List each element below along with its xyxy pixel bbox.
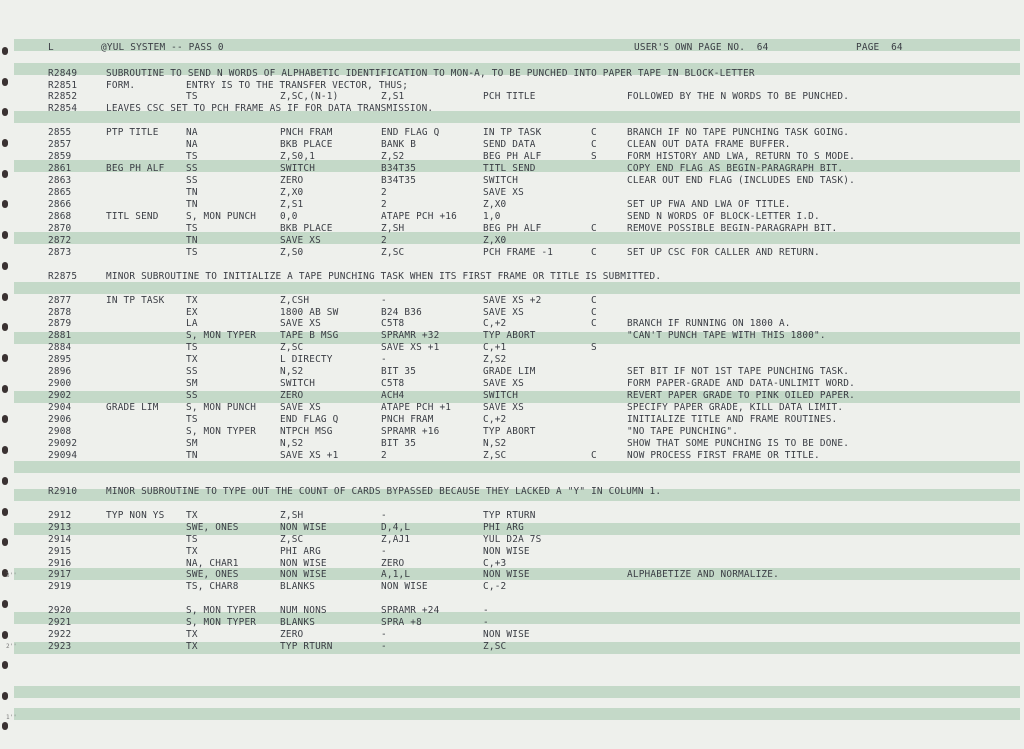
location-label: TYP NON YS xyxy=(106,509,165,521)
operand-2: 2 xyxy=(381,187,387,198)
feed-hole xyxy=(2,508,8,516)
line-number: 2865 xyxy=(48,187,72,198)
operand-2: 2 xyxy=(381,198,387,210)
line-number: 2855 xyxy=(48,127,72,139)
operand-1: PHI ARG xyxy=(280,545,321,557)
comment: COPY END FLAG AS BEGIN-PARAGRAPH BIT. xyxy=(627,163,844,175)
header-user-page: USER'S OWN PAGE NO. 64 xyxy=(634,42,769,53)
operation: NA, CHAR1 xyxy=(186,557,239,569)
operand-3: SAVE XS xyxy=(483,402,524,414)
operation: SWE, ONES xyxy=(186,521,239,533)
feed-hole xyxy=(2,661,8,669)
operation: TS, CHAR8 xyxy=(186,581,239,593)
feed-hole xyxy=(2,323,8,331)
operand-3: Z,X0 xyxy=(483,198,507,210)
line-number: 2919 xyxy=(48,581,72,593)
operation: S, MON TYPER xyxy=(186,426,257,437)
operation: SM xyxy=(186,378,198,390)
location-label: FORM. xyxy=(106,79,136,91)
greenbar-stripe xyxy=(14,686,1020,698)
operand-2: Z,AJ1 xyxy=(381,533,411,545)
operand-1: NTPCH MSG xyxy=(280,426,333,437)
operand-3: SAVE XS xyxy=(483,378,524,390)
operand-3: TYP ABORT xyxy=(483,330,536,342)
operation: SWE, ONES xyxy=(186,569,239,581)
operand-1: Z,S0 xyxy=(280,246,304,258)
line-number: R2852 xyxy=(48,91,78,103)
feed-hole xyxy=(2,262,8,270)
line-number: 2861 xyxy=(48,163,72,175)
operand-3: TYP RTURN xyxy=(483,509,536,521)
operand-2: C5T8 xyxy=(381,378,405,390)
operand-3: PCH TITLE xyxy=(483,91,536,103)
operation: TS xyxy=(186,533,198,545)
feed-hole xyxy=(2,600,8,608)
margin-mark-3in: 3'' xyxy=(6,572,17,579)
operand-1: NON WISE xyxy=(280,521,327,533)
operand-2: ATAPE PCH +16 xyxy=(381,210,457,222)
line-number: 2857 xyxy=(48,139,72,151)
mode-flag: C xyxy=(591,318,597,330)
comment: SET UP CSC FOR CALLER AND RETURN. xyxy=(627,246,820,258)
operand-2: A,1,L xyxy=(381,569,411,581)
line-number: 2878 xyxy=(48,306,72,318)
line-number: 2917 xyxy=(48,569,72,581)
feed-hole xyxy=(2,139,8,147)
operand-2: C5T8 xyxy=(381,318,405,330)
operation: NA xyxy=(186,139,198,151)
operand-2: SAVE XS +1 xyxy=(381,342,440,354)
comment: "NO TAPE PUNCHING". xyxy=(627,426,739,437)
operand-1: SAVE XS +1 xyxy=(280,449,339,461)
operand-2: ZERO xyxy=(381,557,405,569)
operation: LA xyxy=(186,318,198,330)
operand-1: SWITCH xyxy=(280,378,316,390)
operand-3: TITL SEND xyxy=(483,163,536,175)
operand-1: NUM NONS xyxy=(280,605,327,617)
operand-1: Z,CSH xyxy=(280,294,310,306)
mode-flag: C xyxy=(591,127,597,139)
greenbar-stripe xyxy=(14,461,1020,473)
line-number: 2884 xyxy=(48,342,72,354)
line-number: 2866 xyxy=(48,198,72,210)
comment: ALPHABETIZE AND NORMALIZE. xyxy=(627,569,779,581)
header-left-marker: L xyxy=(48,42,54,53)
operation: TX xyxy=(186,545,198,557)
comment: NOW PROCESS FIRST FRAME OR TITLE. xyxy=(627,449,820,461)
line-number: 2921 xyxy=(48,617,72,629)
operand-2: - xyxy=(381,629,387,641)
comment: FORM PAPER-GRADE AND DATA-UNLIMIT WORD. xyxy=(627,378,855,390)
operand-3: GRADE LIM xyxy=(483,366,536,378)
operand-3: 1,0 xyxy=(483,210,501,222)
line-number: R2854 xyxy=(48,103,78,115)
operation: TX xyxy=(186,509,198,521)
operand-3: BEG PH ALF xyxy=(483,151,542,163)
operand-1: 0,0 xyxy=(280,210,298,222)
operation: TS xyxy=(186,414,198,425)
operand-1: END FLAG Q xyxy=(280,414,339,425)
operation: TN xyxy=(186,449,198,461)
operand-3: SAVE XS xyxy=(483,306,524,318)
operand-1: BKB PLACE xyxy=(280,222,333,234)
operand-1: TAPE B MSG xyxy=(280,330,339,342)
line-number: R2849 xyxy=(48,67,78,79)
operand-3: PHI ARG xyxy=(483,521,524,533)
operation: NA xyxy=(186,127,198,139)
operand-3: C,+1 xyxy=(483,342,507,354)
operand-1: Z,SH xyxy=(280,509,304,521)
operand-2: Z,SH xyxy=(381,222,405,234)
operand-2: - xyxy=(381,294,387,306)
feed-hole xyxy=(2,477,8,485)
operand-1: ZERO xyxy=(280,390,304,402)
operand-3: C,+2 xyxy=(483,318,507,330)
operand-3: IN TP TASK xyxy=(483,127,542,139)
operation: S, MON TYPER xyxy=(186,330,257,342)
header-title: @YUL SYSTEM -- PASS 0 xyxy=(101,42,224,53)
operand-2: BIT 35 xyxy=(381,366,417,378)
operand-2: SPRAMR +16 xyxy=(381,426,440,437)
greenbar-stripe xyxy=(14,282,1020,294)
comment: REMOVE POSSIBLE BEGIN-PARAGRAPH BIT. xyxy=(627,222,838,234)
line-number: 2879 xyxy=(48,318,72,330)
feed-hole xyxy=(2,200,8,208)
operand-3: - xyxy=(483,617,489,629)
location-label: BEG PH ALF xyxy=(106,163,165,175)
line-number: 2913 xyxy=(48,521,72,533)
operand-1: Z,X0 xyxy=(280,187,304,198)
operation: S, MON PUNCH xyxy=(186,402,257,414)
operand-1: N,S2 xyxy=(280,437,304,449)
feed-hole xyxy=(2,415,8,423)
operand-2: PNCH FRAM xyxy=(381,414,434,425)
location-label: TITL SEND xyxy=(106,210,159,222)
operand-3: BEG PH ALF xyxy=(483,222,542,234)
comment: INITIALIZE TITLE AND FRAME ROUTINES. xyxy=(627,414,838,425)
operand-1: Z,S0,1 xyxy=(280,151,316,163)
comment: BRANCH IF RUNNING ON 1800 A. xyxy=(627,318,791,330)
operand-1: Z,S1 xyxy=(280,198,304,210)
operation: TN xyxy=(186,198,198,210)
line-number: 2902 xyxy=(48,390,72,402)
operand-3: PCH FRAME -1 xyxy=(483,246,554,258)
operation: ENTRY IS TO THE TRANSFER VECTOR, THUS; xyxy=(186,79,409,91)
operand-1: Z,SC,(N-1) xyxy=(280,91,339,103)
operand-3: SAVE XS +2 xyxy=(483,294,542,306)
line-number: 2873 xyxy=(48,246,72,258)
line-number: 2904 xyxy=(48,402,72,414)
operand-3: Z,SC xyxy=(483,641,507,653)
operand-1: Z,SC xyxy=(280,342,304,354)
operation: TS xyxy=(186,151,198,163)
operand-2: - xyxy=(381,641,387,653)
feed-hole xyxy=(2,446,8,454)
operation: TX xyxy=(186,641,198,653)
operation: TX xyxy=(186,629,198,641)
operand-3: NON WISE xyxy=(483,629,530,641)
line-number: 2914 xyxy=(48,533,72,545)
operand-3: YUL D2A 7S xyxy=(483,533,542,545)
operation: S, MON PUNCH xyxy=(186,210,257,222)
mode-flag: S xyxy=(591,151,597,163)
operand-2: Z,S1 xyxy=(381,91,405,103)
mode-flag: C xyxy=(591,139,597,151)
operand-1: ZERO xyxy=(280,629,304,641)
remark-text: LEAVES CSC SET TO PCH FRAME AS IF FOR DATA TRANSMISSION. xyxy=(106,103,434,115)
operand-2: B34T35 xyxy=(381,175,417,187)
location-label: IN TP TASK xyxy=(106,294,165,306)
operand-2: Z,SC xyxy=(381,246,405,258)
line-number: 2881 xyxy=(48,330,72,342)
comment: FORM HISTORY AND LWA, RETURN TO S MODE. xyxy=(627,151,855,163)
line-number: 2895 xyxy=(48,354,72,366)
comment: CLEAN OUT DATA FRAME BUFFER. xyxy=(627,139,791,151)
operand-3: Z,S2 xyxy=(483,354,507,366)
mode-flag: S xyxy=(591,342,597,354)
operand-2: BANK B xyxy=(381,139,417,151)
line-number: 2915 xyxy=(48,545,72,557)
operand-2: - xyxy=(381,509,387,521)
line-number: 2920 xyxy=(48,605,72,617)
operand-1: TYP RTURN xyxy=(280,641,333,653)
operand-1: SAVE XS xyxy=(280,234,321,246)
line-number: 2859 xyxy=(48,151,72,163)
operation: S, MON TYPER xyxy=(186,617,257,629)
operand-3: SWITCH xyxy=(483,175,519,187)
operand-2: D,4,L xyxy=(381,521,411,533)
line-number: R2910 xyxy=(48,485,78,497)
operand-2: 2 xyxy=(381,449,387,461)
operand-1: SAVE XS xyxy=(280,318,321,330)
operation: S, MON TYPER xyxy=(186,605,257,617)
header-page-number: PAGE 64 xyxy=(856,42,903,53)
operand-2: 2 xyxy=(381,234,387,246)
line-number: 2863 xyxy=(48,175,72,187)
feed-hole xyxy=(2,293,8,301)
operand-3: C,-2 xyxy=(483,581,507,593)
greenbar-stripe xyxy=(14,612,1020,624)
operand-1: L DIRECTY xyxy=(280,354,333,366)
operand-3: NON WISE xyxy=(483,569,530,581)
feed-hole xyxy=(2,231,8,239)
line-number: 2870 xyxy=(48,222,72,234)
line-number: 29092 xyxy=(48,437,78,449)
comment: SHOW THAT SOME PUNCHING IS TO BE DONE. xyxy=(627,437,850,449)
line-number: 2906 xyxy=(48,414,72,425)
operand-3: Z,SC xyxy=(483,449,507,461)
line-number: 2900 xyxy=(48,378,72,390)
operand-1: BLANKS xyxy=(280,617,316,629)
operand-2: Z,S2 xyxy=(381,151,405,163)
location-label: PTP TITLE xyxy=(106,127,159,139)
operand-3: NON WISE xyxy=(483,545,530,557)
comment: SET UP FWA AND LWA OF TITLE. xyxy=(627,198,791,210)
operand-1: Z,SC xyxy=(280,533,304,545)
operand-3: N,S2 xyxy=(483,437,507,449)
line-number: 2877 xyxy=(48,294,72,306)
mode-flag: C xyxy=(591,246,597,258)
remark-text: MINOR SUBROUTINE TO INITIALIZE A TAPE PUNCHING TASK WHEN ITS FIRST FRAME OR TITLE IS SUBMITTED. xyxy=(106,270,662,282)
operand-2: END FLAG Q xyxy=(381,127,440,139)
line-number: 2923 xyxy=(48,641,72,653)
line-number: R2851 xyxy=(48,79,78,91)
line-number: 2868 xyxy=(48,210,72,222)
operand-3: SEND DATA xyxy=(483,139,536,151)
line-number: 2922 xyxy=(48,629,72,641)
operand-1: N,S2 xyxy=(280,366,304,378)
operand-2: B24 B36 xyxy=(381,306,422,318)
feed-hole xyxy=(2,170,8,178)
operation: TX xyxy=(186,294,198,306)
operand-3: TYP ABORT xyxy=(483,426,536,437)
operation: EX xyxy=(186,306,198,318)
operand-2: ACH4 xyxy=(381,390,405,402)
location-label: GRADE LIM xyxy=(106,402,159,414)
feed-hole xyxy=(2,538,8,546)
operand-2: BIT 35 xyxy=(381,437,417,449)
operation: SS xyxy=(186,366,198,378)
margin-mark-2in: 2'' xyxy=(6,643,17,650)
line-number: 2908 xyxy=(48,426,72,437)
operand-1: SAVE XS xyxy=(280,402,321,414)
feed-hole xyxy=(2,692,8,700)
line-number: R2875 xyxy=(48,270,78,282)
feed-hole xyxy=(2,631,8,639)
line-number: 2872 xyxy=(48,234,72,246)
operand-3: - xyxy=(483,605,489,617)
operand-1: 1800 AB SW xyxy=(280,306,339,318)
feed-hole xyxy=(2,354,8,362)
operand-1: NON WISE xyxy=(280,557,327,569)
operand-2: B34T35 xyxy=(381,163,417,175)
operation: SS xyxy=(186,175,198,187)
line-number: 2896 xyxy=(48,366,72,378)
operation: TS xyxy=(186,222,198,234)
operand-1: ZERO xyxy=(280,175,304,187)
operand-3: SWITCH xyxy=(483,390,519,402)
greenbar-stripe xyxy=(14,642,1020,654)
operation: TS xyxy=(186,342,198,354)
remark-text: SUBROUTINE TO SEND N WORDS OF ALPHABETIC IDENTIFICATION TO MON-A, TO BE PUNCHED INTO PAPER TAPE IN BLOCK-LETTER xyxy=(106,67,755,79)
comment: SEND N WORDS OF BLOCK-LETTER I.D. xyxy=(627,210,820,222)
mode-flag: C xyxy=(591,222,597,234)
operand-2: ATAPE PCH +1 xyxy=(381,402,452,414)
operand-1: SWITCH xyxy=(280,163,316,175)
remark-text: MINOR SUBROUTINE TO TYPE OUT THE COUNT OF CARDS BYPASSED BECAUSE THEY LACKED A "Y" IN COLUMN 1. xyxy=(106,485,662,497)
operand-3: Z,X0 xyxy=(483,234,507,246)
operand-3: SAVE XS xyxy=(483,187,524,198)
operation: TN xyxy=(186,234,198,246)
operation: TN xyxy=(186,187,198,198)
operand-1: BLANKS xyxy=(280,581,316,593)
feed-hole xyxy=(2,722,8,730)
operand-1: PNCH FRAM xyxy=(280,127,333,139)
operand-3: C,+2 xyxy=(483,414,507,425)
operand-2: - xyxy=(381,354,387,366)
operation: SS xyxy=(186,163,198,175)
margin-mark-1in: 1'' xyxy=(6,714,17,721)
line-number: 29094 xyxy=(48,449,78,461)
operation: SS xyxy=(186,390,198,402)
comment: CLEAR OUT END FLAG (INCLUDES END TASK). xyxy=(627,175,855,187)
mode-flag: C xyxy=(591,294,597,306)
operand-1: NON WISE xyxy=(280,569,327,581)
operand-2: - xyxy=(381,545,387,557)
operand-1: BKB PLACE xyxy=(280,139,333,151)
operand-2: SPRA +8 xyxy=(381,617,422,629)
comment: "CAN'T PUNCH TAPE WITH THIS 1800". xyxy=(627,330,826,342)
feed-hole xyxy=(2,385,8,393)
comment: FOLLOWED BY THE N WORDS TO BE PUNCHED. xyxy=(627,91,850,103)
operand-2: SPRAMR +24 xyxy=(381,605,440,617)
operand-2: SPRAMR +32 xyxy=(381,330,440,342)
comment: SPECIFY PAPER GRADE, KILL DATA LIMIT. xyxy=(627,402,844,414)
greenbar-stripe xyxy=(14,708,1020,720)
comment: BRANCH IF NO TAPE PUNCHING TASK GOING. xyxy=(627,127,850,139)
line-number: 2912 xyxy=(48,509,72,521)
operation: TX xyxy=(186,354,198,366)
line-number: 2916 xyxy=(48,557,72,569)
operation: TS xyxy=(186,91,198,103)
operand-3: C,+3 xyxy=(483,557,507,569)
operand-2: NON WISE xyxy=(381,581,428,593)
comment: REVERT PAPER GRADE TO PINK OILED PAPER. xyxy=(627,390,855,402)
mode-flag: C xyxy=(591,306,597,318)
operation: TS xyxy=(186,246,198,258)
page-header xyxy=(0,42,903,54)
operation: SM xyxy=(186,437,198,449)
comment: SET BIT IF NOT 1ST TAPE PUNCHING TASK. xyxy=(627,366,850,378)
mode-flag: C xyxy=(591,449,597,461)
